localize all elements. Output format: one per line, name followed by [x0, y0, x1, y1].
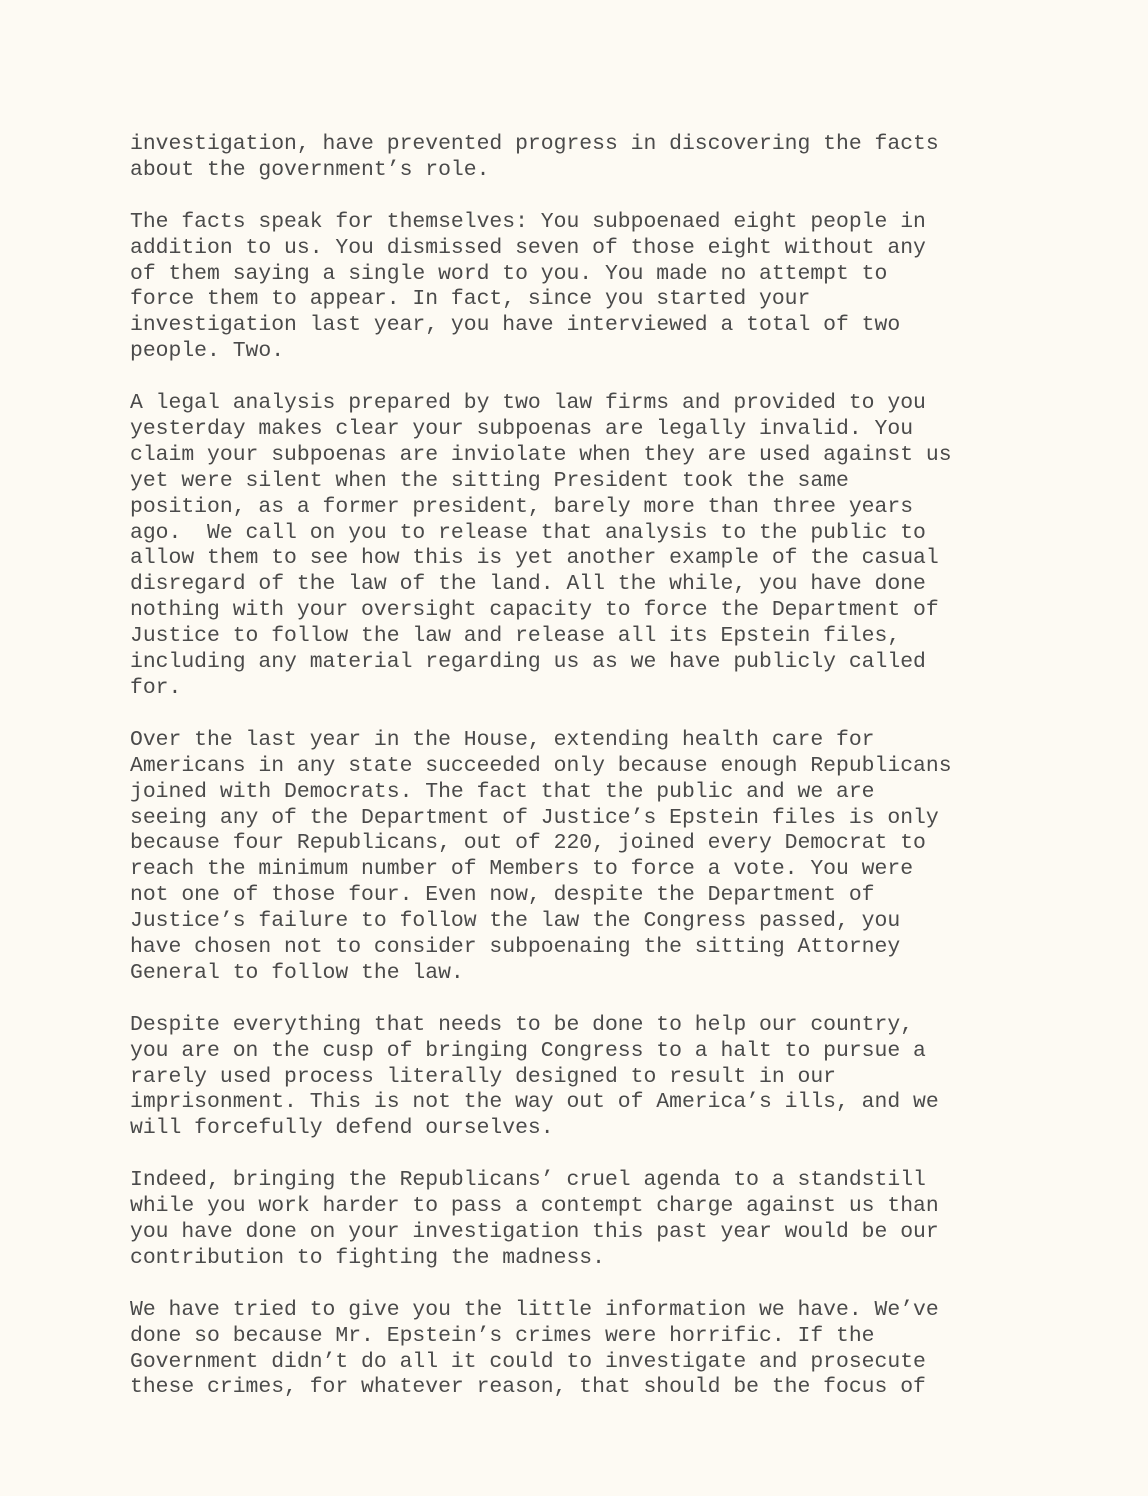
text-line: seeing any of the Department of Justice’s Epstein files is only	[130, 805, 939, 830]
text-line: A legal analysis prepared by two law firms and provided to you	[130, 391, 926, 416]
text-line: nothing with your oversight capacity to force the Department of	[130, 598, 939, 623]
text-line: these crimes, for whatever reason, that should be the focus of	[130, 1375, 926, 1400]
text-line: allow them to see how this is yet another example of the casual	[130, 546, 939, 571]
letter-body	[130, 132, 1120, 1427]
text-line: have chosen not to consider subpoenaing the sitting Attorney	[130, 935, 901, 960]
text-line: Despite everything that needs to be done to help our country,	[130, 1012, 914, 1037]
text-line: for.	[130, 676, 182, 700]
text-line: not one of those four. Even now, despite the Department of	[130, 883, 875, 908]
paragraph-1	[130, 132, 1120, 184]
text-line: joined with Democrats. The fact that the public and we are	[130, 779, 875, 804]
text-line: while you work harder to pass a contempt charge against us than	[130, 1194, 939, 1219]
paragraph-2	[130, 210, 1120, 365]
text-line: force them to appear. In fact, since you started your	[130, 287, 811, 312]
text-line: The facts speak for themselves: You subpoenaed eight people in	[130, 209, 926, 234]
text-line: Justice to follow the law and release all its Epstein files,	[130, 624, 901, 649]
text-line: Indeed, bringing the Republicans’ cruel agenda to a standstill	[130, 1168, 926, 1193]
text-line: reach the minimum number of Members to force a vote. You were	[130, 857, 914, 882]
paragraph-7	[130, 1298, 1120, 1402]
paragraph-3	[130, 391, 1120, 702]
text-line: ago. We call on you to release that analysis to the public to	[130, 520, 926, 545]
text-line: rarely used process literally designed to result in our	[130, 1064, 837, 1089]
text-line: because four Republicans, out of 220, joined every Democrat to	[130, 831, 926, 856]
text-line: about the government’s role.	[130, 157, 490, 182]
text-line: position, as a former president, barely more than three years	[130, 494, 914, 519]
paragraph-6	[130, 1168, 1120, 1272]
text-line: disregard of the law of the land. All the while, you have done	[130, 572, 926, 597]
text-line: you are on the cusp of bringing Congress to a halt to pursue a	[130, 1038, 926, 1063]
text-line: you have done on your investigation this past year would be our	[130, 1219, 939, 1244]
text-line: Government didn’t do all it could to investigate and prosecute	[130, 1349, 926, 1374]
text-line: yesterday makes clear your subpoenas are legally invalid. You	[130, 416, 914, 441]
text-line: We have tried to give you the little information we have. We’ve	[130, 1297, 939, 1322]
text-line: will forcefully defend ourselves.	[130, 1116, 554, 1141]
text-line: of them saying a single word to you. You made no attempt to	[130, 261, 888, 286]
text-line: people. Two.	[130, 339, 285, 364]
text-line: Americans in any state succeeded only because enough Republicans	[130, 753, 952, 778]
text-line: claim your subpoenas are inviolate when they are used against us	[130, 442, 952, 467]
paragraph-5	[130, 1013, 1120, 1143]
text-line: Over the last year in the House, extending health care for	[130, 727, 875, 752]
text-line: yet were silent when the sitting President took the same	[130, 468, 849, 493]
text-line: done so because Mr. Epstein’s crimes were horrific. If the	[130, 1323, 875, 1348]
text-line: imprisonment. This is not the way out of America’s ills, and we	[130, 1090, 939, 1115]
text-line: General to follow the law.	[130, 960, 464, 985]
paragraph-4	[130, 728, 1120, 987]
text-line: contribution to fighting the madness.	[130, 1245, 605, 1270]
text-line: investigation last year, you have interviewed a total of two	[130, 313, 901, 338]
text-line: including any material regarding us as we have publicly called	[130, 650, 926, 675]
text-line: investigation, have prevented progress in discovering the facts	[130, 132, 939, 156]
text-line: addition to us. You dismissed seven of those eight without any	[130, 235, 926, 260]
text-line: Justice’s failure to follow the law the Congress passed, you	[130, 909, 901, 934]
